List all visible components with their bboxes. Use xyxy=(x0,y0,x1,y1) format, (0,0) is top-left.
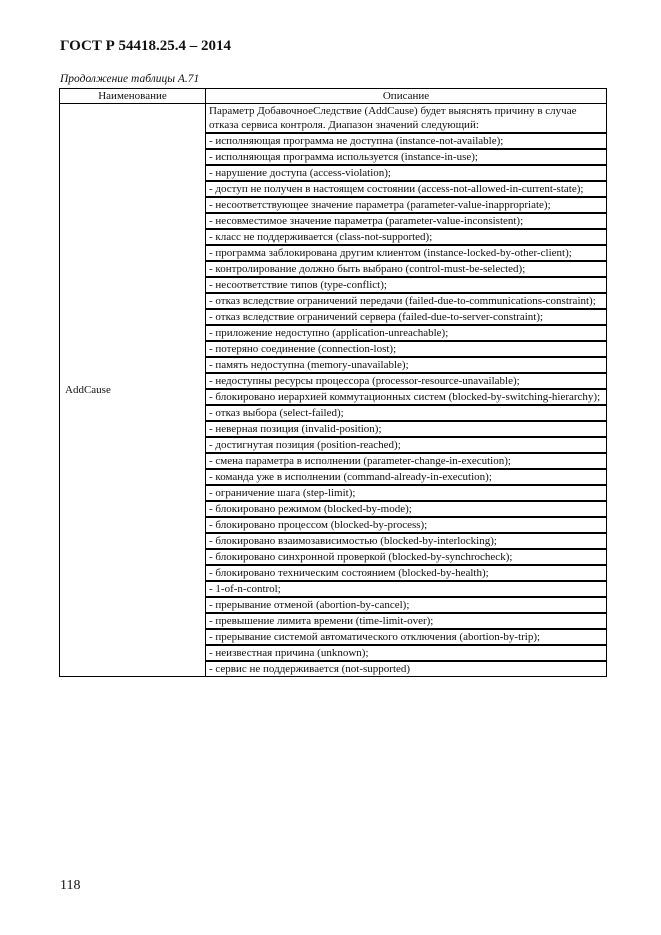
description-cell: - несоответствие типов (type-conflict); xyxy=(206,277,607,293)
column-header-description: Описание xyxy=(206,89,607,104)
description-cell: - класс не поддерживается (class-not-supported); xyxy=(206,229,607,245)
description-cell: - неизвестная причина (unknown); xyxy=(206,645,607,661)
table-caption: Продолжение таблицы А.71 xyxy=(60,73,200,85)
document-header: ГОСТ Р 54418.25.4 – 2014 xyxy=(60,38,232,54)
description-cell: - контролирование должно быть выбрано (control-must-be-selected); xyxy=(206,261,607,277)
description-cell: - ограничение шага (step-limit); xyxy=(206,485,607,501)
description-cell: - несовместимое значение параметра (parameter-value-inconsistent); xyxy=(206,213,607,229)
description-cell: - недоступны ресурсы процессора (processor-resource-unavailable); xyxy=(206,373,607,389)
page-number: 118 xyxy=(60,878,81,893)
description-cell: - память недоступна (memory-unavailable); xyxy=(206,357,607,373)
parameter-name-cell: AddCause xyxy=(60,104,206,677)
description-cell: - достигнутая позиция (position-reached); xyxy=(206,437,607,453)
description-cell: - отказ вследствие ограничений передачи (failed-due-to-communications-constraint); xyxy=(206,293,607,309)
description-cell: - приложение недоступно (application-unreachable); xyxy=(206,325,607,341)
description-cell: - блокировано синхронной проверкой (blocked-by-synchrocheck); xyxy=(206,549,607,565)
description-cell: - прерывание отменой (abortion-by-cancel); xyxy=(206,597,607,613)
description-cell: - смена параметра в исполнении (parameter-change-in-execution); xyxy=(206,453,607,469)
description-cell: - блокировано процессом (blocked-by-process); xyxy=(206,517,607,533)
description-cell: - прерывание системой автоматического отключения (abortion-by-trip); xyxy=(206,629,607,645)
description-cell: - потеряно соединение (connection-lost); xyxy=(206,341,607,357)
description-cell: - неверная позиция (invalid-position); xyxy=(206,421,607,437)
description-cell: - исполняющая программа не доступна (instance-not-available); xyxy=(206,133,607,149)
column-header-name: Наименование xyxy=(60,89,206,104)
table-body xyxy=(60,104,607,677)
description-cell: Параметр ДобавочноеСледствие (AddCause) будет выяснять причину в случае отказа сервиса контроля. Диапазон значений следующий: xyxy=(206,104,607,134)
description-cell: - исполняющая программа используется (instance-in-use); xyxy=(206,149,607,165)
description-cell: - отказ вследствие ограничений сервера (failed-due-to-server-constraint); xyxy=(206,309,607,325)
description-cell: - нарушение доступа (access-violation); xyxy=(206,165,607,181)
description-cell: - несоответствующее значение параметра (parameter-value-inappropriate); xyxy=(206,197,607,213)
description-cell: - сервис не поддерживается (not-supported) xyxy=(206,661,607,677)
description-cell: - блокировано техническим состоянием (blocked-by-health); xyxy=(206,565,607,581)
description-cell: - блокировано взаимозависимостью (blocked-by-interlocking); xyxy=(206,533,607,549)
description-cell: - блокировано режимом (blocked-by-mode); xyxy=(206,501,607,517)
description-cell: - команда уже в исполнении (command-already-in-execution); xyxy=(206,469,607,485)
description-cell: - программа заблокирована другим клиентом (instance-locked-by-other-client); xyxy=(206,245,607,261)
table-row xyxy=(60,104,607,134)
description-cell: - превышение лимита времени (time-limit-over); xyxy=(206,613,607,629)
description-cell: - отказ выбора (select-failed); xyxy=(206,405,607,421)
description-cell: - блокировано иерархией коммутационных систем (blocked-by-switching-hierarchy); xyxy=(206,389,607,405)
description-cell: - 1-of-n-control; xyxy=(206,581,607,597)
parameter-table xyxy=(59,88,607,677)
table-header-row xyxy=(60,89,607,104)
description-cell: - доступ не получен в настоящем состоянии (access-not-allowed-in-current-state); xyxy=(206,181,607,197)
